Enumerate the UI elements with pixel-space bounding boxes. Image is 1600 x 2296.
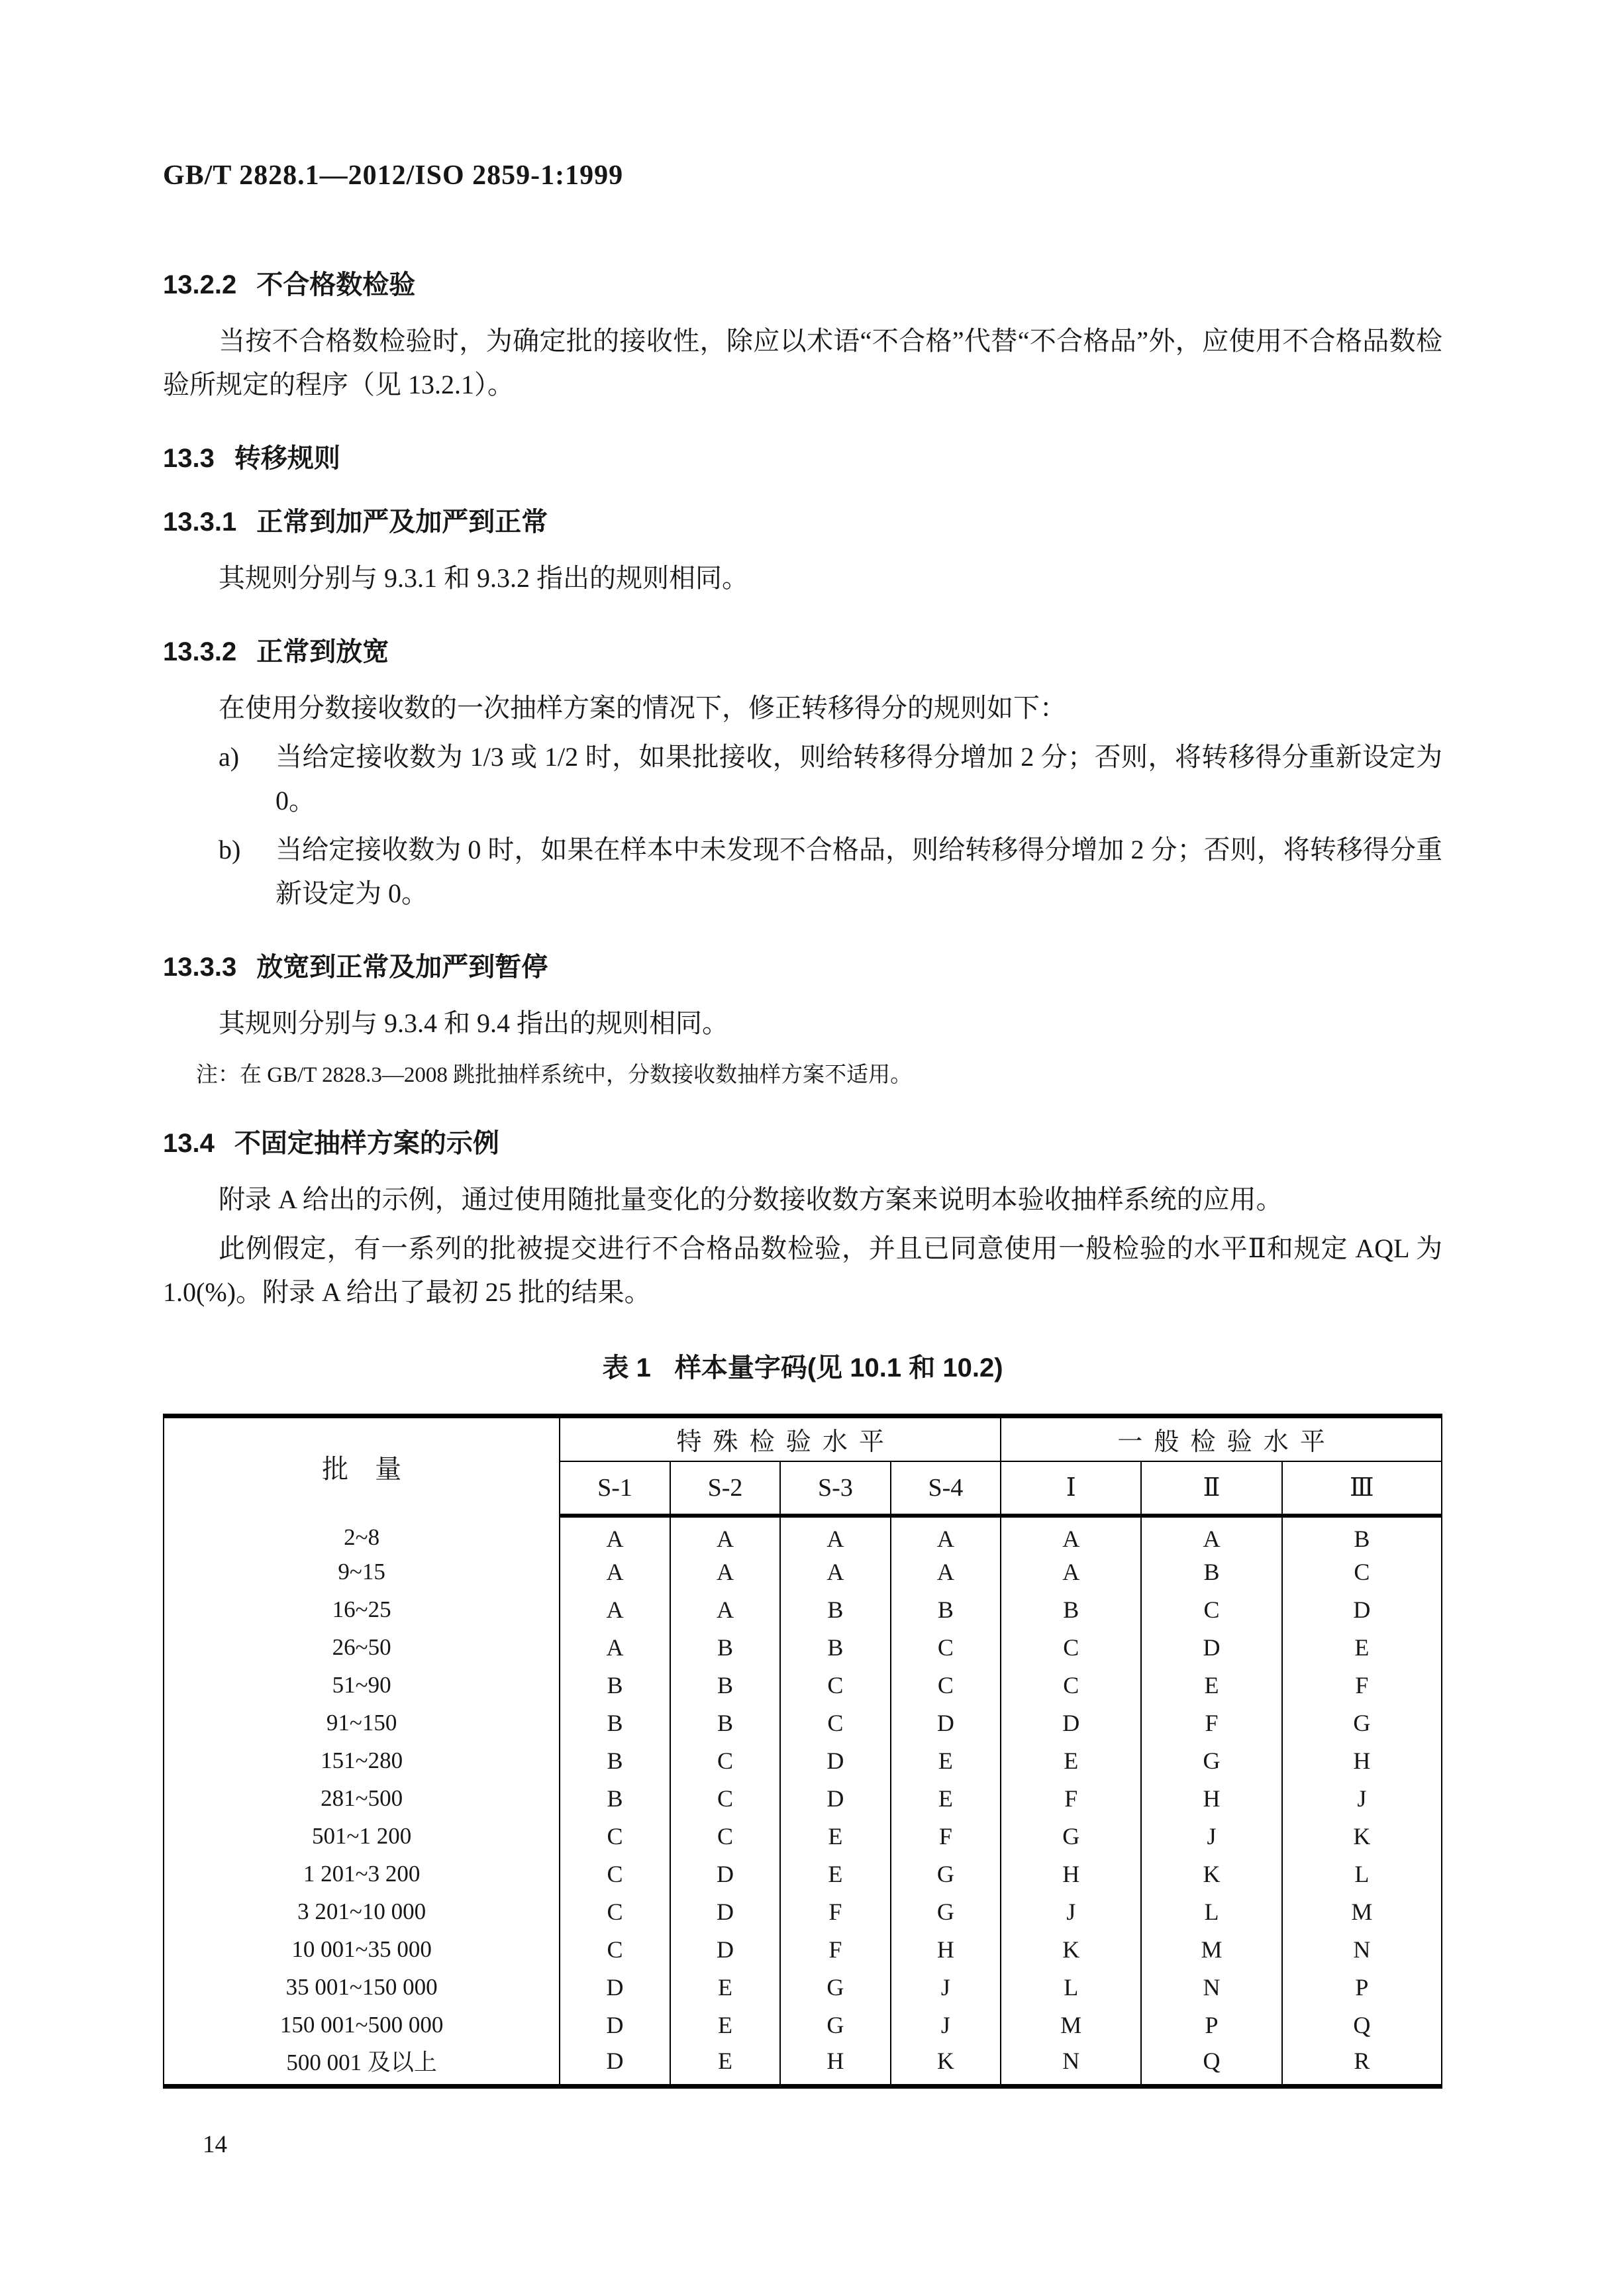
sample-size-code: C <box>1001 1629 1141 1667</box>
section-title: 不固定抽样方案的示例 <box>234 1129 499 1158</box>
column-header-s4: S-4 <box>891 1461 1001 1516</box>
paragraph-13-3-2-intro: 在使用分数接收数的一次抽样方案的情况下，修正转移得分的规则如下： <box>219 693 1066 723</box>
sample-size-code: H <box>1141 1780 1281 1818</box>
table-row <box>164 1742 1442 1780</box>
sample-size-code: C <box>780 1704 890 1742</box>
section-number: 13.3.1 <box>163 507 237 537</box>
table-row <box>164 1704 1442 1742</box>
lot-size-range: 1 201~3 200 <box>303 1861 421 1887</box>
sample-size-code: G <box>780 1969 890 2007</box>
sample-size-code: J <box>891 2007 1001 2044</box>
section-heading-13-3-2 <box>163 635 1442 669</box>
sample-size-code-table <box>163 1414 1442 2089</box>
sample-size-code: L <box>1282 1855 1442 1893</box>
list-marker-a: a) <box>219 742 240 772</box>
sample-size-code: D <box>1141 1629 1281 1667</box>
column-header-lot-size: 批 量 <box>164 1416 560 1516</box>
sample-size-code: G <box>1001 1818 1141 1855</box>
sample-size-code: B <box>1282 1516 1442 1553</box>
sample-size-code: D <box>670 1931 780 1969</box>
sample-size-code: E <box>891 1742 1001 1780</box>
sample-size-code: J <box>891 1969 1001 2007</box>
paragraph-13-4-1: 附录 A 给出的示例，通过使用随批量变化的分数接收数方案来说明本验收抽样系统的应用。 <box>219 1184 1283 1214</box>
table-row <box>164 1780 1442 1818</box>
list-marker-b: b) <box>219 835 241 864</box>
lot-size-range: 10 001~35 000 <box>291 1936 432 1962</box>
column-header-s1: S-1 <box>560 1461 670 1516</box>
note-13-3-3: 注：在 GB/T 2828.3—2008 跳批抽样系统中，分数接收数抽样方案不适用。 <box>196 1063 913 1087</box>
sample-size-code: C <box>670 1742 780 1780</box>
lot-size-range: 150 001~500 000 <box>279 2012 444 2038</box>
section-title: 放宽到正常及加严到暂停 <box>256 953 548 982</box>
table-label: 表 1 <box>602 1353 651 1383</box>
sample-size-code: F <box>780 1893 890 1931</box>
sample-size-code: B <box>670 1704 780 1742</box>
sample-size-code: E <box>670 1969 780 2007</box>
sample-size-code: Q <box>1282 2007 1442 2044</box>
sample-size-code: E <box>670 2007 780 2044</box>
lot-size-range: 51~90 <box>332 1672 391 1698</box>
sample-size-code: M <box>1141 1931 1281 1969</box>
section-title: 不合格数检验 <box>256 270 416 299</box>
sample-size-code: P <box>1282 1969 1442 2007</box>
column-header-level-2: Ⅱ <box>1141 1461 1281 1516</box>
sample-size-code: C <box>560 1893 670 1931</box>
sample-size-code: G <box>780 2007 890 2044</box>
sample-size-code: G <box>891 1855 1001 1893</box>
sample-size-code: G <box>891 1893 1001 1931</box>
sample-size-code: E <box>780 1855 890 1893</box>
sample-size-code: A <box>780 1553 890 1591</box>
table-row <box>164 1893 1442 1931</box>
sample-size-code: A <box>1141 1516 1281 1553</box>
section-title: 转移规则 <box>234 444 340 473</box>
sample-size-code: N <box>1282 1931 1442 1969</box>
table-row <box>164 1629 1442 1667</box>
lot-size-range: 3 201~10 000 <box>297 1899 426 1924</box>
sample-size-code: B <box>780 1591 890 1629</box>
sample-size-code: G <box>1282 1704 1442 1742</box>
sample-size-code: A <box>1001 1516 1141 1553</box>
sample-size-code: D <box>670 1893 780 1931</box>
sample-size-code: A <box>670 1591 780 1629</box>
list-item-b <box>163 828 1442 915</box>
sample-size-code: P <box>1141 2007 1281 2044</box>
lot-size-range: 500 001 及以上 <box>286 2049 437 2075</box>
table-row <box>164 1667 1442 1704</box>
column-header-s2: S-2 <box>670 1461 780 1516</box>
sample-size-code: C <box>780 1667 890 1704</box>
column-header-s3: S-3 <box>780 1461 890 1516</box>
sample-size-code: L <box>1141 1893 1281 1931</box>
lot-size-range: 501~1 200 <box>312 1823 412 1849</box>
table-1-title <box>163 1350 1442 1386</box>
sample-size-code: J <box>1141 1818 1281 1855</box>
sample-size-code: Q <box>1141 2044 1281 2087</box>
section-number: 13.3.3 <box>163 953 237 982</box>
sample-size-code: A <box>560 1516 670 1553</box>
sample-size-code: K <box>1141 1855 1281 1893</box>
sample-size-code: B <box>670 1667 780 1704</box>
lot-size-range: 2~8 <box>344 1524 380 1550</box>
sample-size-code: D <box>1001 1704 1141 1742</box>
sample-size-code: B <box>780 1629 890 1667</box>
sample-size-code: A <box>560 1591 670 1629</box>
sample-size-code: B <box>560 1704 670 1742</box>
section-heading-13-3-3 <box>163 950 1442 984</box>
sample-size-code: A <box>891 1553 1001 1591</box>
sample-size-code: A <box>670 1553 780 1591</box>
lot-size-range: 35 001~150 000 <box>285 1974 438 2000</box>
sample-size-code: H <box>1282 1742 1442 1780</box>
sample-size-code: B <box>1001 1591 1141 1629</box>
lot-size-range: 151~280 <box>321 1748 403 1773</box>
section-heading-13-3 <box>163 441 1442 476</box>
sample-size-code: H <box>1001 1855 1141 1893</box>
sample-size-code: A <box>560 1629 670 1667</box>
paragraph-13-4-2: 此例假定，有一系列的批被提交进行不合格品数检验，并且已同意使用一般检验的水平Ⅱ和规定 AQL 为 1.0(%)。附录 A 给出了最初 25 批的结果。 <box>163 1233 1442 1307</box>
sample-size-code: B <box>670 1629 780 1667</box>
sample-size-code: C <box>560 1818 670 1855</box>
lot-size-range: 281~500 <box>321 1785 403 1811</box>
sample-size-code-table-body <box>164 1516 1442 2087</box>
sample-size-code: E <box>780 1818 890 1855</box>
sample-size-code: E <box>891 1780 1001 1818</box>
sample-size-code: E <box>670 2044 780 2087</box>
sample-size-code: D <box>560 2007 670 2044</box>
sample-size-code: J <box>1282 1780 1442 1818</box>
sample-size-code: F <box>780 1931 890 1969</box>
section-heading-13-2-2 <box>163 268 1442 302</box>
sample-size-code: E <box>1141 1667 1281 1704</box>
column-group-special-inspection-levels: 特殊检验水平 <box>560 1416 1001 1461</box>
table-header <box>164 1416 1442 1516</box>
paragraph-13-3-1: 其规则分别与 9.3.1 和 9.3.2 指出的规则相同。 <box>219 563 748 593</box>
sample-size-code: A <box>560 1553 670 1591</box>
sample-size-code: F <box>1282 1667 1442 1704</box>
lot-size-range: 16~25 <box>332 1596 391 1622</box>
list-item-a <box>163 735 1442 823</box>
standard-number-header: GB/T 2828.1—2012/ISO 2859-1:1999 <box>163 160 624 191</box>
lot-size-range: 26~50 <box>332 1634 391 1660</box>
sample-size-code: H <box>780 2044 890 2087</box>
table-caption: 样本量字码(见 10.1 和 10.2) <box>674 1353 1003 1383</box>
sample-size-code: A <box>670 1516 780 1553</box>
column-group-general-inspection-levels: 一般检验水平 <box>1001 1416 1442 1461</box>
sample-size-code: B <box>560 1742 670 1780</box>
section-heading-13-4 <box>163 1126 1442 1161</box>
sample-size-code: C <box>560 1855 670 1893</box>
sample-size-code: D <box>780 1780 890 1818</box>
table-row <box>164 1553 1442 1591</box>
section-title: 正常到加严及加严到正常 <box>256 507 548 537</box>
sample-size-code: C <box>1141 1591 1281 1629</box>
section-title: 正常到放宽 <box>256 637 389 666</box>
sample-size-code: F <box>891 1818 1001 1855</box>
sample-size-code: A <box>780 1516 890 1553</box>
sample-size-code: D <box>560 2044 670 2087</box>
section-number: 13.2.2 <box>163 270 237 299</box>
paragraph-13-2-2: 当按不合格数检验时，为确定批的接收性，除应以术语“不合格”代替“不合格品”外，应使用不合格品数检验所规定的程序（见 13.2.1）。 <box>163 326 1442 399</box>
sample-size-code: E <box>1282 1629 1442 1667</box>
sample-size-code: D <box>780 1742 890 1780</box>
page-number: 14 <box>203 2131 227 2158</box>
table-row <box>164 1931 1442 1969</box>
sample-size-code: D <box>891 1704 1001 1742</box>
table-row <box>164 1818 1442 1855</box>
sample-size-code: B <box>560 1667 670 1704</box>
paragraph-13-3-3: 其规则分别与 9.3.4 和 9.4 指出的规则相同。 <box>219 1008 728 1038</box>
sample-size-code: C <box>670 1780 780 1818</box>
sample-size-code: B <box>1141 1553 1281 1591</box>
table-row <box>164 1969 1442 2007</box>
column-header-level-1: Ⅰ <box>1001 1461 1141 1516</box>
table-row <box>164 1855 1442 1893</box>
sample-size-code: F <box>1141 1704 1281 1742</box>
sample-size-code: N <box>1141 1969 1281 2007</box>
sample-size-code: E <box>1001 1742 1141 1780</box>
sample-size-code: K <box>891 2044 1001 2087</box>
sample-size-code: K <box>1282 1818 1442 1855</box>
sample-size-code: M <box>1282 1893 1442 1931</box>
sample-size-code: M <box>1001 2007 1141 2044</box>
sample-size-code: C <box>891 1629 1001 1667</box>
section-number: 13.3 <box>163 444 215 473</box>
sample-size-code: C <box>670 1818 780 1855</box>
table-row <box>164 2007 1442 2044</box>
sample-size-code: L <box>1001 1969 1141 2007</box>
column-header-level-3: Ⅲ <box>1282 1461 1442 1516</box>
sample-size-code: A <box>891 1516 1001 1553</box>
sample-size-code: J <box>1001 1893 1141 1931</box>
list-text-a: 当给定接收数为 1/3 或 1/2 时，如果批接收，则给转移得分增加 2 分；否则，将转移得分重新设定为 0。 <box>275 742 1442 815</box>
sample-size-code: B <box>560 1780 670 1818</box>
sample-size-code: D <box>670 1855 780 1893</box>
sample-size-code: H <box>891 1931 1001 1969</box>
sample-size-code: G <box>1141 1742 1281 1780</box>
section-heading-13-3-1 <box>163 505 1442 539</box>
section-number: 13.3.2 <box>163 637 237 666</box>
table-row <box>164 1591 1442 1629</box>
sample-size-code: C <box>1282 1553 1442 1591</box>
table-row <box>164 2044 1442 2087</box>
sample-size-code: D <box>1282 1591 1442 1629</box>
sample-size-code: K <box>1001 1931 1141 1969</box>
sample-size-code: N <box>1001 2044 1141 2087</box>
sample-size-code: C <box>1001 1667 1141 1704</box>
table-row <box>164 1516 1442 1553</box>
sample-size-code: B <box>891 1591 1001 1629</box>
sample-size-code: C <box>891 1667 1001 1704</box>
sample-size-code: F <box>1001 1780 1141 1818</box>
lot-size-range: 91~150 <box>326 1710 397 1736</box>
sample-size-code: A <box>1001 1553 1141 1591</box>
list-text-b: 当给定接收数为 0 时，如果在样本中未发现不合格品，则给转移得分增加 2 分；否则，将转移得分重新设定为 0。 <box>275 835 1442 908</box>
lot-size-range: 9~15 <box>338 1559 385 1585</box>
sample-size-code: D <box>560 1969 670 2007</box>
sample-size-code: R <box>1282 2044 1442 2087</box>
sample-size-code: C <box>560 1931 670 1969</box>
section-number: 13.4 <box>163 1129 215 1158</box>
